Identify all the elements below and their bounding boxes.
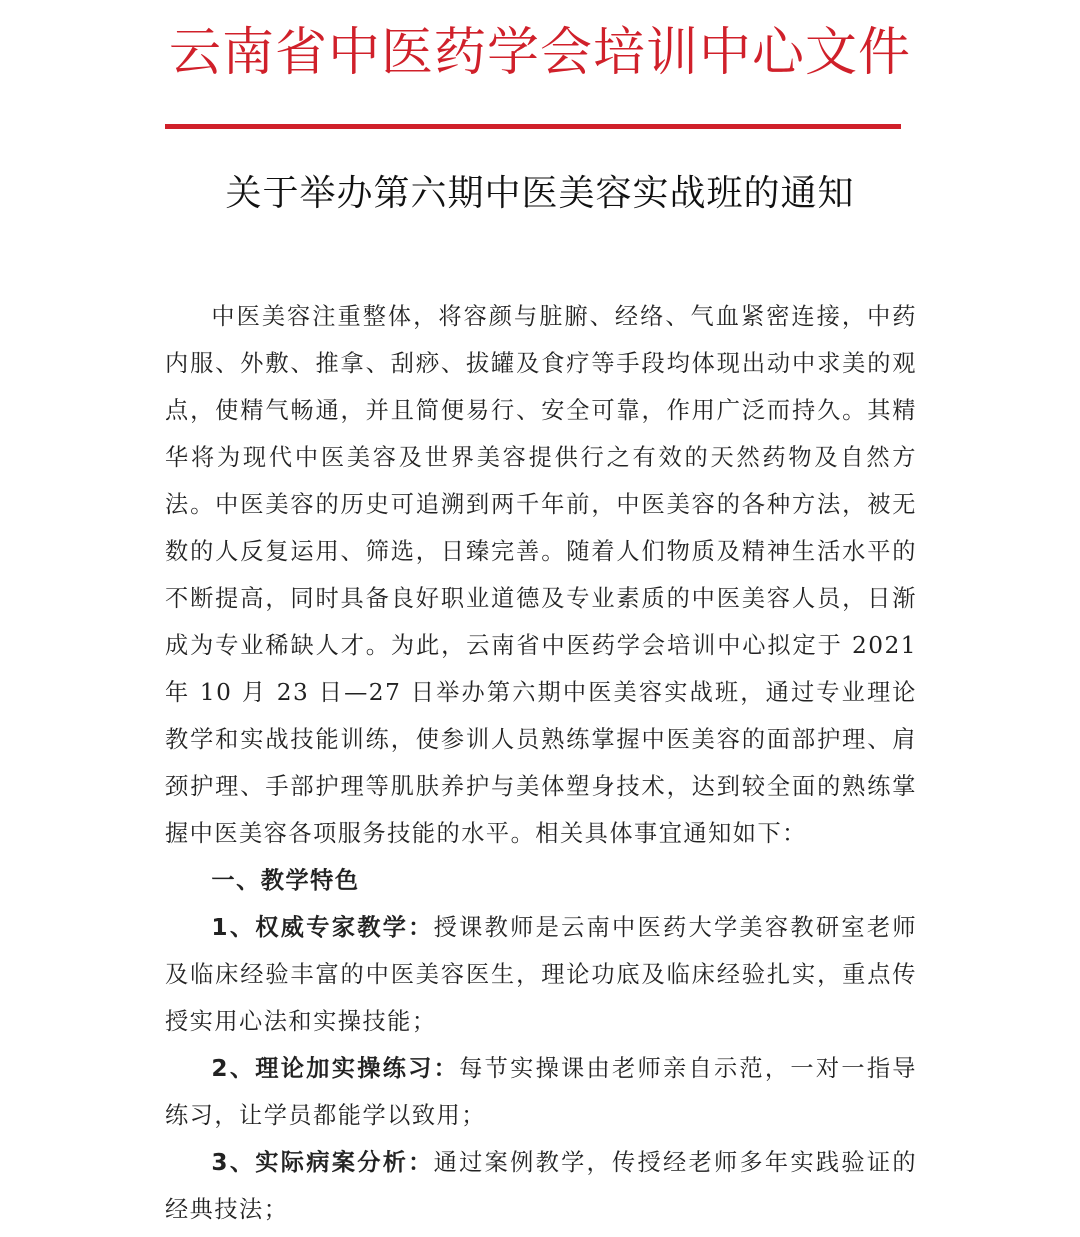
item-text: 通过案例教学，传授经老师多年实践验证的经典技法； xyxy=(165,1149,918,1223)
intro-paragraph: 中医美容注重整体，将容颜与脏腑、经络、气血紧密连接，中药内服、外敷、推拿、刮痧、拔罐及食疗等手段均体现出动中求美的观点，使精气畅通，并且简便易行、安全可靠，作用广泛而持久。其精华将为现代中医美容及世界美容提供行之有效的天然药物及自然方法。中医美容的历史可追溯到两千年前，中医美容的各种方法，被无数的人反复运用、筛选，日臻完善。随着人们物质及精神生活水平的不断提高，同时具备良好职业道德及专业素质的中医美容人员，日渐成为专业稀缺人才。为此，云南省中医药学会培训中心拟定于 2021 年 10 月 23 日—27 日举办第六期中医美容实战班，通过专业理论教学和实战技能训练，使参训人员熟练掌握中医美容的面部护理、肩颈护理、手部护理等肌肤养护与美体塑身技术，达到较全面的熟练掌握中医美容各项服务技能的水平。相关具体事宜通知如下： xyxy=(165,303,917,847)
item-text: 授课教师是云南中医药大学美容教研室老师及临床经验丰富的中医美容医生，理论功底及临床经验扎实，重点传授实用心法和实操技能； xyxy=(165,914,918,1035)
list-item xyxy=(165,1139,917,1233)
document-body xyxy=(165,293,917,1233)
letterhead-title: 云南省中医药学会培训中心文件 xyxy=(168,23,911,83)
list-item xyxy=(165,1045,917,1139)
letterhead-red-rule xyxy=(165,124,901,129)
item-lead: 1、权威专家教学： xyxy=(211,914,434,941)
item-text: 每节实操课由老师亲自示范，一对一指导练习，让学员都能学以致用； xyxy=(165,1055,917,1129)
item-lead: 3、实际病案分析： xyxy=(211,1149,434,1176)
item-lead: 2、理论加实操练习： xyxy=(211,1055,460,1082)
document-title: 关于举办第六期中医美容实战班的通知 xyxy=(225,173,855,214)
list-item xyxy=(165,904,917,1045)
section-heading: 一、教学特色 xyxy=(211,867,360,894)
